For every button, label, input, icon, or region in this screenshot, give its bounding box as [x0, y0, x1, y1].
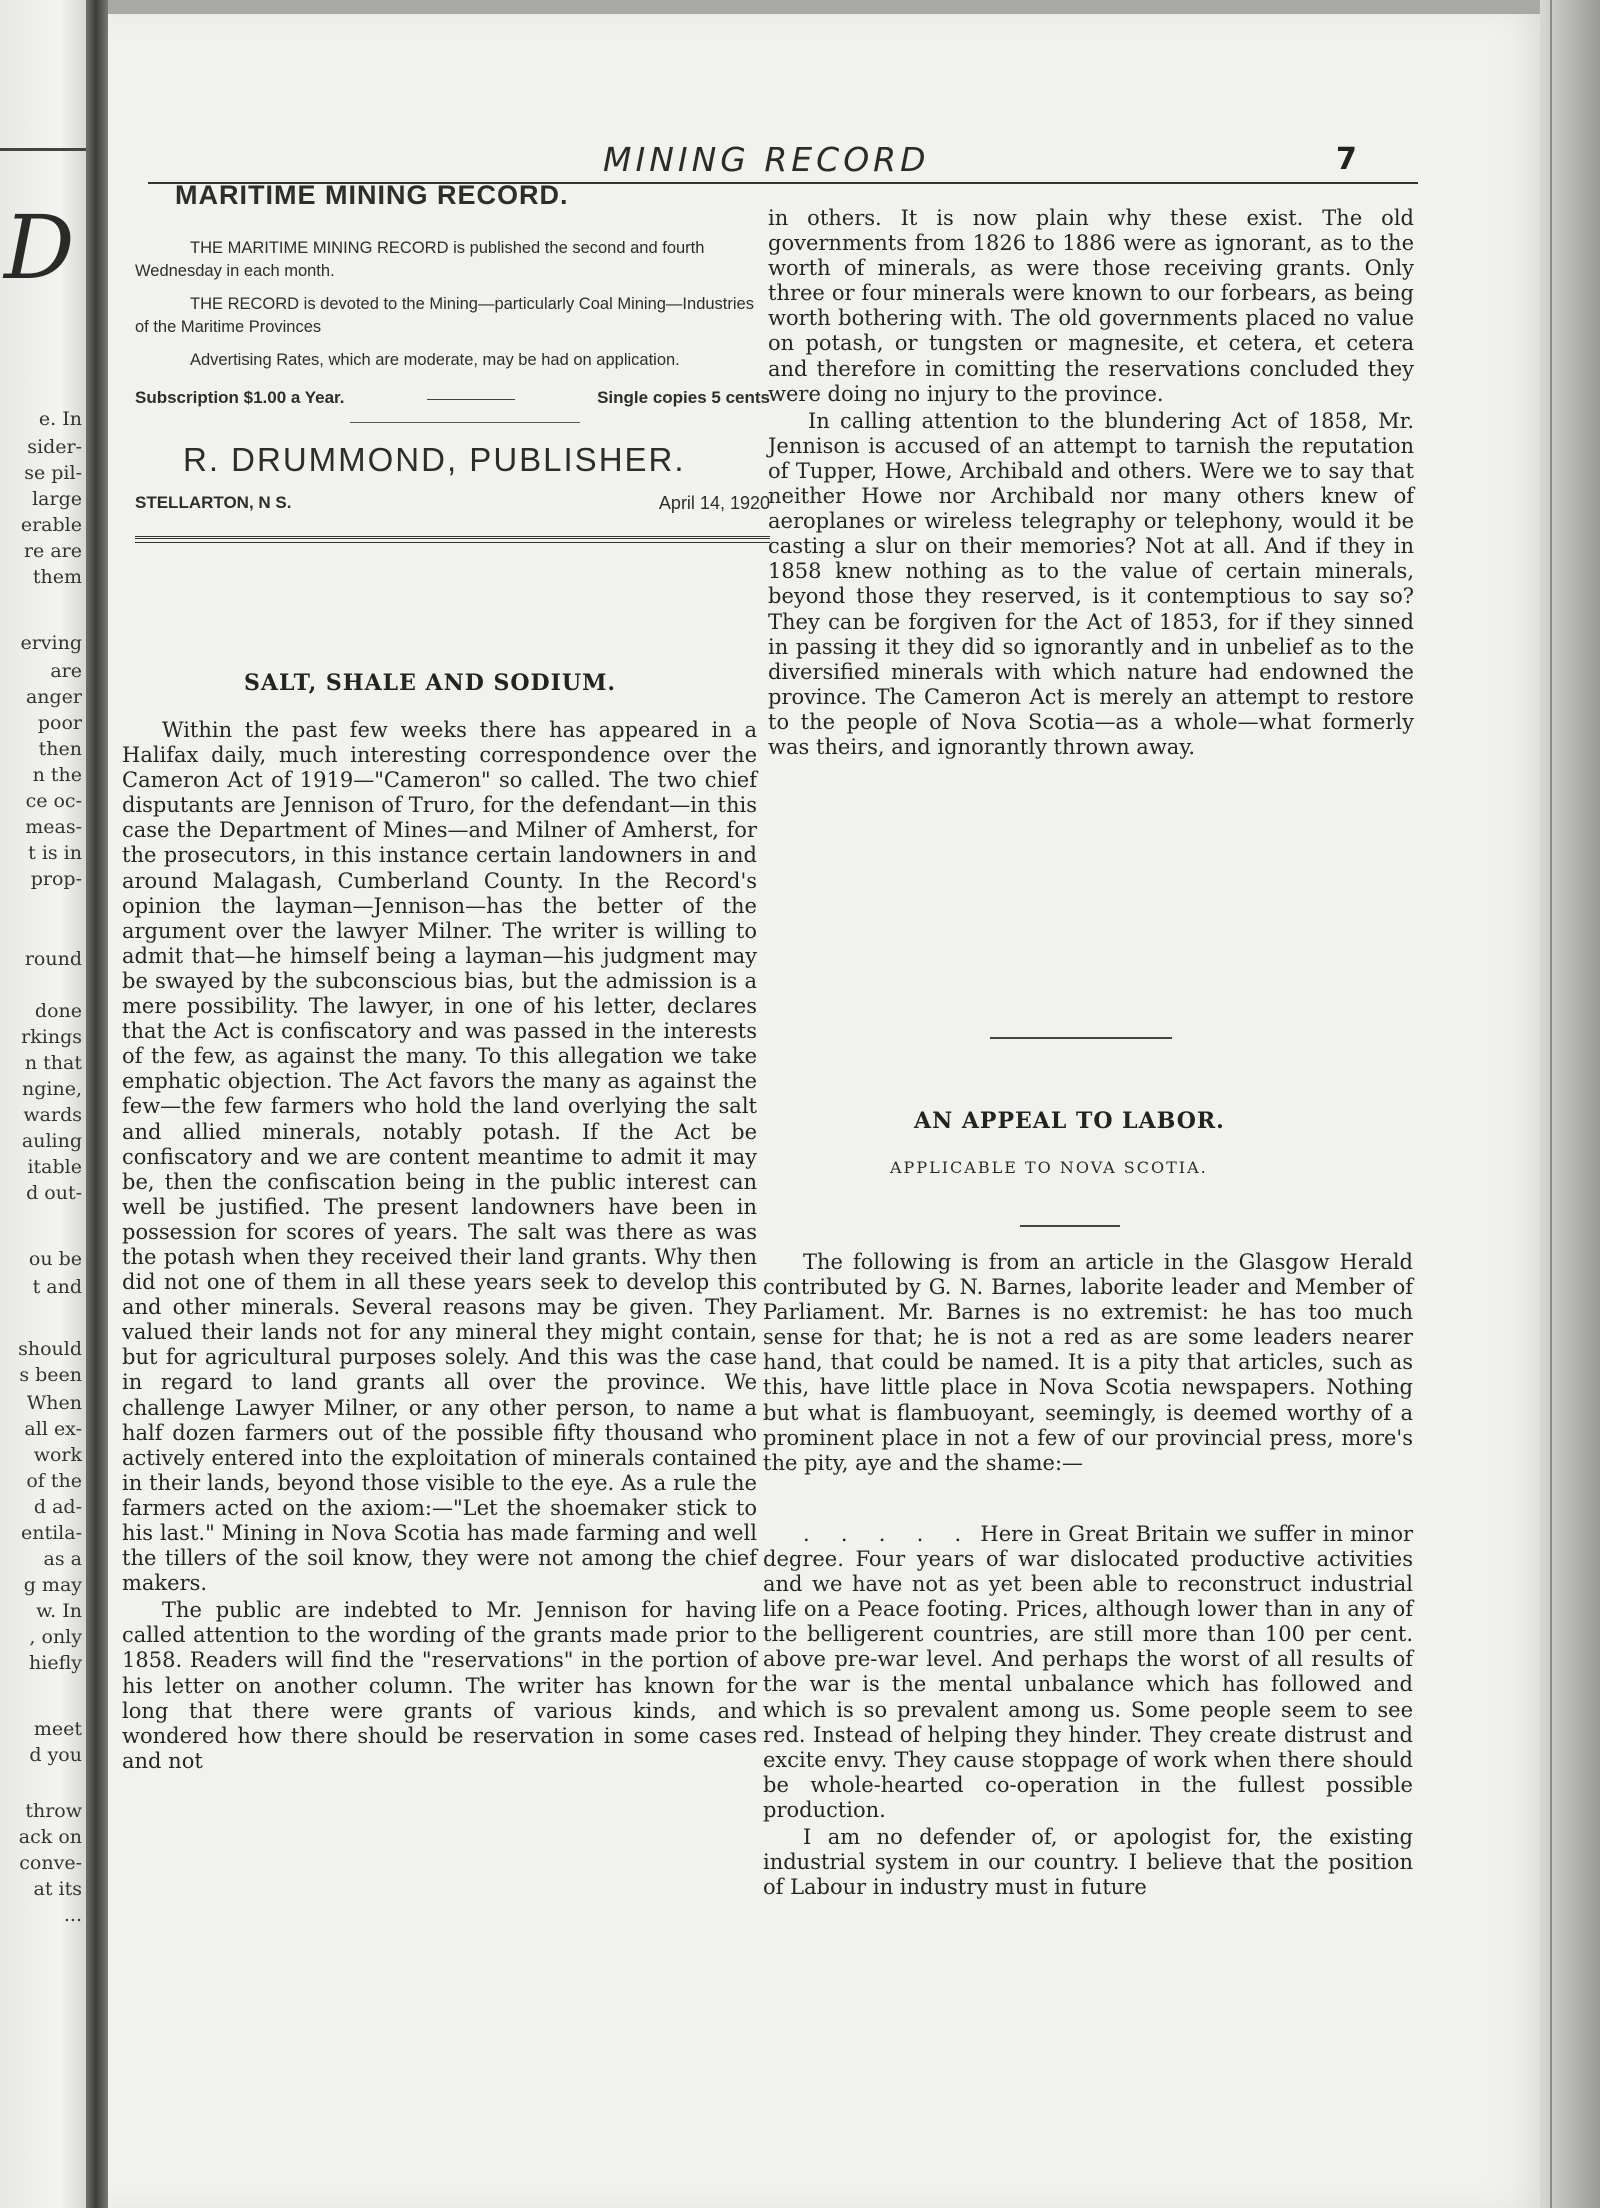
left-page-line: prop-: [30, 868, 82, 890]
ellipsis-marker: . . . . .: [803, 1521, 974, 1546]
left-page-line: large: [32, 488, 82, 510]
subscription-dash: [427, 399, 515, 408]
left-page-line: meas-: [25, 816, 82, 838]
article-paragraph: Within the past few weeks there has appeared in a Halifax daily, much interesting correspondence over the Cameron Act of 1919—"Cameron" so called. The two chief disputants are Jennison of Truro, for the defendant—in this case the Department of Mines—and Milner of Amherst, for the prosecutors, in this instance certain landowners in and around Malagash, Cumberland County. In the Record's opinion the layman—Jennison—has the better of the argument over the lawyer Milner. The writer is willing to admit that—he himself being a layman—his judgment may be swayed by the subconscious bias, but the admission is a mere possibility. The lawyer, in one of his letter, declares that the Act is confiscatory and was passed in the interests of the few, as against the many. To this allegation we take emphatic objection. The Act favors the many as against the few—the few farmers who hold the land overlying the salt and allied minerals, notably potash. If the Act be confiscatory and we are content meantime to admit it may be, then the confiscation being in the public interest can well be justified. The present landowners have been in possession for scores of years. The salt was there as was the potash when they received their land grants. Why then did not one of them in all these years seek to develop this and other minerals. Several reasons may be given. They valued their lands not for any mineral they might contain, but for agricultural purposes solely. And this was the case in regard to land grants all over the province. We challenge Lawyer Milner, or any other person, to name a half dozen farmers out of the possible fifty thousand who actively entered into the exploitation of minerals contained in their lands, beyond those visible to the eye. As a rule the farmers acted on the axiom:—"Let the shoemaker stick to his last." Mining in Nova Scotia has made farming and well the tillers of the soil know, they were not among the chief makers.: [122, 718, 757, 1596]
left-page-line: t is in: [28, 842, 82, 864]
left-page-line: sider-: [27, 436, 82, 458]
page-number: 7: [1336, 142, 1357, 177]
article-paragraph: in others. It is now plain why these exist. The old governments from 1826 to 1886 were as ignorant, as to the worth of minerals, as were those receiving grants. Only three or four minerals were known to our forbears, as being worth bothering with. The old governments placed no value on potash, or tungsten or magnesite, et cetera, et cetera and therefore in comitting the reservations concluded they were doing no injury to the province.: [768, 206, 1414, 406]
left-page-line: ngine,: [22, 1078, 82, 1100]
running-header: [148, 138, 1418, 184]
place-date-row: [135, 493, 770, 514]
left-page-line: d you: [29, 1744, 82, 1766]
masthead-advertising-note: Advertising Rates, which are moderate, may be had on application.: [190, 351, 680, 369]
running-title: MINING RECORD: [603, 140, 930, 179]
left-page-line: ack on: [18, 1826, 82, 1848]
left-page-line: meet: [33, 1718, 82, 1740]
left-page-rule: [0, 148, 86, 151]
article-column-right: [768, 206, 1414, 760]
left-page-line: round: [24, 948, 82, 970]
masthead-publication-note: THE MARITIME MINING RECORD is published the second and fourth Wednesday in each month.: [135, 239, 705, 280]
left-page-line: ce oc-: [25, 790, 82, 812]
masthead-title: MARITIME MINING RECORD.: [175, 180, 569, 210]
left-page-line: g may: [23, 1574, 82, 1596]
left-page-line: e. In: [38, 408, 82, 430]
left-page-line: ou be: [28, 1248, 82, 1270]
article-paragraph: In calling attention to the blundering Act of 1858, Mr. Jennison is accused of an attempt to tarnish the reputation of Tupper, Howe, Archibald and others. Were we to say that neither Howe nor Archibald nor many others knew of aeroplanes or wireless telegraphy or telephony, would it be casting a slur on their memories? Not at all. And if they in 1858 knew nothing as to the value of certain minerals, beyond those they reserved, is it contemptious to say so? They can be forgiven for the Act of 1853, for if they sinned in passing it they did so ignorantly and in unbelief as to the diversified minerals with which nature had endowned the province. The Cameron Act is merely an attempt to restore to the people of Nova Scotia—as a whole—what formerly was theirs, and ignorantly thrown away.: [768, 408, 1414, 759]
left-page-line: them: [32, 566, 82, 588]
left-page-line: When: [26, 1392, 82, 1414]
left-page-line: w. In: [36, 1600, 82, 1622]
left-page-line: entila-: [20, 1522, 82, 1544]
masthead: [135, 180, 770, 543]
left-page-line: poor: [37, 712, 82, 734]
left-page-line: rkings: [21, 1026, 82, 1048]
left-page-line: s been: [19, 1364, 82, 1386]
left-page-line: n that: [24, 1052, 82, 1074]
book-gutter: [86, 0, 108, 2208]
left-page-line: , only: [29, 1626, 82, 1648]
left-page-line: conve-: [19, 1852, 82, 1874]
quoted-paragraph: [763, 1522, 1413, 1823]
left-page-line: re are: [23, 540, 82, 562]
left-page-line: of the: [26, 1470, 82, 1492]
subscription-price: Subscription $1.00 a Year.: [135, 388, 345, 407]
masthead-divider: [350, 422, 580, 423]
left-page-line: erving: [20, 632, 82, 654]
left-page-line: as a: [43, 1548, 82, 1570]
left-page-line: hiefly: [29, 1652, 82, 1674]
article-title: AN APPEAL TO LABOR.: [914, 1108, 1225, 1134]
page-edge: [1540, 0, 1600, 2208]
left-page-line: d out-: [26, 1182, 82, 1204]
publication-place: STELLARTON, N S.: [135, 493, 292, 512]
article-paragraph: The public are indebted to Mr. Jennison for having called attention to the wording of the grants made prior to 1858. Readers will find the "reservations" in the portion of his letter on another column. The writer has known for long that there were grants of various kinds, and wondered how there should be reservation in some cases and not: [122, 1598, 757, 1773]
subtitle-divider: [1020, 1225, 1120, 1227]
masthead-devotion-note: THE RECORD is devoted to the Mining—particularly Coal Mining—Industries of the Maritime Provinces: [135, 295, 754, 336]
article-subtitle: APPLICABLE TO NOVA SCOTIA.: [890, 1158, 1208, 1177]
left-page-line: anger: [25, 686, 82, 708]
article-paragraph: The following is from an article in the Glasgow Herald contributed by G. N. Barnes, laborite leader and Member of Parliament. Mr. Barnes is no extremist: he has too much sense for that; he is not a red as are some leaders nearer hand, that could be named. It is a pity that articles, such as this, have little place in Nova Scotia newspapers. Nothing but what is flambuoyant, seemingly, is deemed worthy of a prominent place in not a few of our provincial press, more's the pity, aye and the shame:—: [763, 1250, 1413, 1475]
left-page-line: then: [38, 738, 82, 760]
subscription-row: [135, 388, 770, 408]
left-page-line: itable: [27, 1156, 82, 1178]
publisher-name: R. DRUMMOND, PUBLISHER.: [183, 441, 686, 478]
left-page-line: are: [50, 660, 82, 682]
left-page-fragment: [0, 0, 86, 2208]
left-page-line: work: [33, 1444, 82, 1466]
left-page-line: all ex-: [24, 1418, 82, 1440]
quoted-text: Here in Great Britain we suffer in minor degree. Four years of war dislocated productive activities and we have not as yet been able to reconstruct industrial life on a Peace footing. Prices, although lower than in any of the belligerent countries, are still more than 100 per cent. above pre-war level. And perhaps the worst of all results of the war is the mental unbalance which has followed and which is so prevalent among us. Some people seem to see red. Instead of helping they hinder. They create distrust and excite envy. They cause stoppage of work when there should be whole-hearted co-operation in the fullest possible production.: [763, 1521, 1413, 1822]
quoted-paragraph: I am no defender of, or apologist for, the existing industrial system in our country. I believe that the position of Labour in industry must in future: [763, 1824, 1413, 1900]
masthead-bottom-rule: [135, 536, 770, 543]
article-title: SALT, SHALE AND SODIUM.: [244, 670, 617, 696]
article-column-right-lower: [763, 1250, 1413, 1900]
publication-date: April 14, 1920: [658, 493, 770, 513]
article-column-left: [122, 718, 757, 1774]
left-page-line: t and: [32, 1276, 82, 1298]
left-page-big-letter: D: [4, 196, 75, 299]
left-page-line: n the: [32, 764, 82, 786]
left-page-line: at its: [33, 1878, 82, 1900]
left-page-line: ...: [63, 1904, 82, 1926]
article-divider: [990, 1037, 1172, 1039]
left-page-line: wards: [23, 1104, 82, 1126]
left-page-line: auling: [21, 1130, 82, 1152]
left-page-line: d ad-: [33, 1496, 82, 1518]
left-page-line: done: [34, 1000, 82, 1022]
left-page-line: throw: [25, 1800, 82, 1822]
left-page-line: se pil-: [24, 462, 82, 484]
left-page-line: should: [18, 1338, 82, 1360]
single-copy-price: Single copies 5 cents: [597, 388, 770, 407]
left-page-line: erable: [20, 514, 82, 536]
